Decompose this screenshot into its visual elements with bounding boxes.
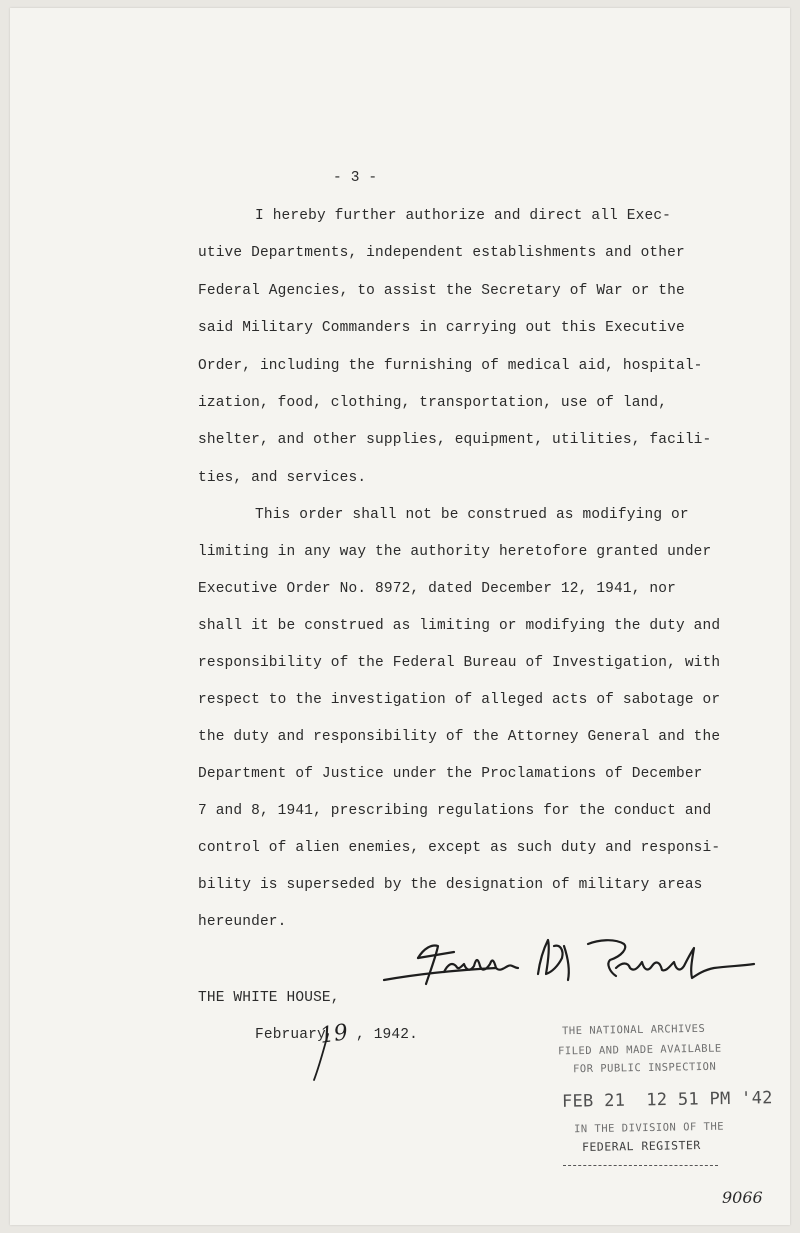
paragraph2-line: 7 and 8, 1941, prescribing regulations for the conduct and: [198, 803, 712, 819]
paragraph2-line: control of alien enemies, except as such duty and responsi-: [198, 840, 721, 856]
paragraph2-line: the duty and responsibility of the Attorney General and the: [198, 729, 721, 745]
paragraph1-line: ties, and services.: [198, 470, 367, 486]
paragraph1-line: Order, including the furnishing of medical aid, hospital-: [198, 358, 703, 374]
paragraph1-line: shelter, and other supplies, equipment, utilities, facili-: [198, 432, 712, 448]
page-number: - 3 -: [333, 170, 378, 186]
place-line: THE WHITE HOUSE,: [198, 990, 340, 1006]
paragraph2-line: limiting in any way the authority heretofore granted under: [198, 544, 712, 560]
paragraph2-line: responsibility of the Federal Bureau of Investigation, with: [198, 655, 721, 671]
stamp-divider: [563, 1165, 718, 1166]
stamp-datetime: FEB 21 12 51 PM '42: [561, 1088, 773, 1112]
date-suffix: , 1942.: [356, 1027, 418, 1043]
date-prefix: February: [255, 1027, 326, 1043]
paragraph2-line: bility is superseded by the designation of military areas: [198, 877, 703, 893]
paragraph2-line: respect to the investigation of alleged acts of sabotage or: [198, 692, 721, 708]
stamp-line-register: FEDERAL REGISTER: [581, 1137, 701, 1155]
paragraph1-line: said Military Commanders in carrying out this Executive: [198, 320, 685, 336]
paragraph2-line: hereunder.: [198, 914, 287, 930]
paragraph1-line: utive Departments, independent establishments and other: [198, 245, 685, 261]
signature-image: [378, 918, 758, 998]
paragraph2-line: Department of Justice under the Proclamations of December: [198, 766, 703, 782]
stamp-line-inspection: FOR PUBLIC INSPECTION: [572, 1060, 717, 1076]
date-handwriting-stroke: [300, 1028, 340, 1088]
paragraph1-line: I hereby further authorize and direct all Exec-: [255, 208, 672, 224]
stamp-line-filed: FILED AND MADE AVAILABLE: [557, 1042, 722, 1058]
stamp-line-archives: THE NATIONAL ARCHIVES: [561, 1022, 706, 1038]
stamp-line-division: IN THE DIVISION OF THE: [573, 1120, 725, 1136]
handwritten-date-day: 19: [318, 1020, 350, 1049]
paragraph2-line: Executive Order No. 8972, dated December 12, 1941, nor: [198, 581, 676, 597]
document-number: 9066: [722, 1188, 763, 1207]
paragraph1-line: Federal Agencies, to assist the Secretary of War or the: [198, 283, 685, 299]
paragraph2-line: shall it be construed as limiting or modifying the duty and: [198, 618, 721, 634]
paragraph2-line: This order shall not be construed as modifying or: [255, 507, 689, 523]
paragraph1-line: ization, food, clothing, transportation, use of land,: [198, 395, 668, 411]
